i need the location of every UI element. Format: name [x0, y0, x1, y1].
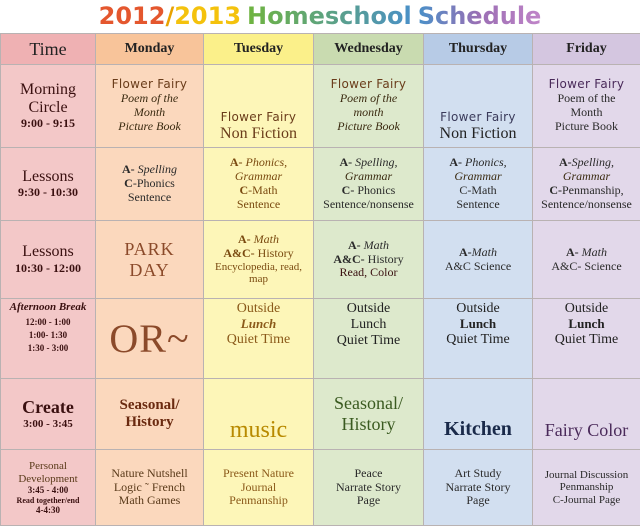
cell-thursday-afternoon: [424, 299, 533, 379]
cell-thursday-create: [424, 379, 533, 450]
activity: C-Math: [426, 184, 530, 198]
activity: -Phonics: [133, 176, 175, 190]
activity: Poem of the: [535, 92, 638, 106]
activity: Peace: [316, 467, 421, 481]
activity: Math: [472, 245, 497, 259]
time-afternoon-break: [1, 299, 96, 379]
time-label: Lessons: [3, 243, 93, 261]
activity: History: [316, 414, 421, 435]
activity: Poem of the: [316, 92, 421, 106]
cell-monday-morning: [96, 65, 204, 148]
activity: PARK: [98, 239, 201, 260]
header-time: Time: [1, 34, 96, 65]
title-year-start: 2012: [99, 2, 166, 30]
activity: month: [316, 106, 421, 120]
cell-tuesday-lessons-2: [204, 221, 314, 299]
activity: Math: [251, 232, 279, 246]
time-range: 3:00 - 3:45: [3, 418, 93, 431]
activity: Phonics,: [462, 155, 507, 169]
header-friday: Friday: [533, 34, 640, 65]
activity: music: [206, 417, 311, 445]
time-range: 9:00 - 9:15: [3, 117, 93, 131]
activity: Nature Nutshell: [98, 467, 201, 481]
track-prefix: A-: [459, 245, 472, 259]
activity: Sentence: [426, 198, 530, 212]
activity: map: [206, 273, 311, 286]
activity: Outside: [535, 301, 638, 317]
activity: Spelling,: [352, 155, 397, 169]
time-label: Create: [3, 397, 93, 418]
time-create: [1, 379, 96, 450]
activity: Penmanship: [206, 494, 311, 508]
cell-thursday-lessons-2: [424, 221, 533, 299]
cell-friday-morning: [533, 65, 640, 148]
activity: Grammar: [535, 170, 638, 184]
cell-friday-create: [533, 379, 640, 450]
activity: Art Study: [426, 467, 530, 481]
activity: Flower Fairy: [426, 111, 530, 125]
activity: Penmanship: [535, 481, 638, 494]
activity: Quiet Time: [206, 332, 311, 348]
track-prefix: A&C-: [333, 252, 364, 266]
activity: History: [365, 252, 404, 266]
row-morning-circle: [1, 65, 640, 148]
activity: Fairy Color: [535, 420, 638, 441]
track-prefix: C: [124, 176, 133, 190]
activity: Encyclopedia, read,: [206, 261, 311, 274]
cell-thursday-morning: [424, 65, 533, 148]
time-note: Read together/end: [3, 496, 93, 505]
time-label: Morning: [3, 81, 93, 99]
header-tuesday: Tuesday: [204, 34, 314, 65]
activity: Narrate Story: [426, 481, 530, 495]
activity: Present Nature: [206, 467, 311, 481]
header-row: [1, 34, 640, 65]
activity: -Math: [248, 183, 277, 197]
cell-wednesday-afternoon: [314, 299, 424, 379]
activity: Flower Fairy: [535, 78, 638, 92]
activity: Grammar: [426, 170, 530, 184]
activity: Poem of the: [98, 92, 201, 106]
activity: Math: [361, 238, 389, 252]
title-word-homeschool: Homeschool: [247, 2, 412, 30]
time-label: Lessons: [3, 168, 93, 186]
activity: Phonics: [354, 183, 395, 197]
activity: Month: [98, 106, 201, 120]
time-range: 4-4:30: [3, 505, 93, 515]
cell-tuesday-lessons-1: [204, 148, 314, 221]
activity: A&C Science: [426, 260, 530, 274]
activity: Journal Discussion: [535, 469, 638, 482]
cell-wednesday-lessons-2: [314, 221, 424, 299]
row-afternoon-break: [1, 299, 640, 379]
title-year-end: 2013: [174, 2, 241, 30]
activity: DAY: [98, 260, 201, 281]
title-word-schedule: Schedule: [418, 2, 542, 30]
time-range: 9:30 - 10:30: [3, 186, 93, 200]
cell-thursday-personal: [424, 450, 533, 526]
cell-tuesday-afternoon: [204, 299, 314, 379]
cell-wednesday-create: [314, 379, 424, 450]
time-lessons-2: [1, 221, 96, 299]
activity: Seasonal/: [98, 397, 201, 414]
cell-monday-personal: [96, 450, 204, 526]
activity: Sentence/nonsense: [316, 198, 421, 212]
cell-tuesday-personal: [204, 450, 314, 526]
track-prefix: C-: [342, 183, 355, 197]
title-slash: /: [165, 2, 174, 30]
header-thursday: Thursday: [424, 34, 533, 65]
cell-monday-create: [96, 379, 204, 450]
header-monday: Monday: [96, 34, 204, 65]
activity: Lunch: [316, 317, 421, 333]
activity: Lunch: [206, 317, 311, 332]
activity: Logic ˜ French: [98, 481, 201, 495]
cell-friday-personal: [533, 450, 640, 526]
cell-wednesday-morning: [314, 65, 424, 148]
activity: Month: [535, 106, 638, 120]
cell-tuesday-morning: [204, 65, 314, 148]
track-prefix: A-: [348, 238, 361, 252]
activity: History: [98, 414, 201, 431]
track-prefix: A&C-: [223, 246, 254, 260]
activity: Quiet Time: [426, 332, 530, 348]
activity: Non Fiction: [426, 125, 530, 143]
activity: Sentence: [206, 198, 311, 212]
activity: Lunch: [426, 317, 530, 332]
track-prefix: A-: [230, 155, 243, 169]
activity: Read, Color: [316, 266, 421, 280]
cell-monday-afternoon: [96, 299, 204, 379]
activity: Spelling,: [572, 155, 614, 169]
activity: Spelling: [135, 162, 177, 176]
activity: Flower Fairy: [98, 78, 201, 92]
time-lessons-1: [1, 148, 96, 221]
page-title: [0, 0, 640, 32]
row-create: [1, 379, 640, 450]
cell-wednesday-lessons-1: [314, 148, 424, 221]
activity: A&C- Science: [535, 260, 638, 274]
time-label: Afternoon Break: [3, 301, 93, 314]
activity: Sentence/nonsense: [535, 198, 638, 212]
activity: Narrate Story: [316, 481, 421, 495]
activity: Sentence: [98, 191, 201, 205]
activity: C-Journal Page: [535, 494, 638, 507]
track-prefix: A-: [340, 155, 353, 169]
activity: Non Fiction: [206, 125, 311, 143]
activity: Quiet Time: [535, 332, 638, 348]
activity: Picture Book: [535, 120, 638, 134]
track-prefix: C-: [549, 183, 562, 197]
time-personal-development: [1, 450, 96, 526]
time-range: 10:30 - 12:00: [3, 262, 93, 276]
track-prefix: A-: [559, 155, 572, 169]
cell-monday-lessons-2: [96, 221, 204, 299]
cell-wednesday-personal: [314, 450, 424, 526]
activity: Page: [316, 494, 421, 508]
header-wednesday: Wednesday: [314, 34, 424, 65]
track-prefix: A-: [566, 245, 579, 259]
cell-monday-lessons-1: [96, 148, 204, 221]
activity: Flower Fairy: [206, 111, 311, 125]
time-range: 3:45 - 4:00: [3, 485, 93, 495]
activity: History: [255, 246, 294, 260]
activity: Outside: [426, 301, 530, 317]
row-lessons-2: [1, 221, 640, 299]
track-prefix: A-: [449, 155, 462, 169]
cell-friday-lessons-1: [533, 148, 640, 221]
track-prefix: A-: [238, 232, 251, 246]
activity: Flower Fairy: [316, 78, 421, 92]
track-prefix: C: [240, 183, 249, 197]
time-label: Circle: [3, 99, 93, 117]
row-lessons-1: [1, 148, 640, 221]
time-range: 12:00 - 1:00: [3, 317, 93, 327]
cell-tuesday-create: [204, 379, 314, 450]
activity: Lunch: [535, 317, 638, 332]
schedule-table: [0, 33, 640, 526]
activity: Math Games: [98, 494, 201, 508]
time-range: 1:00- 1:30: [3, 330, 93, 340]
activity: Picture Book: [316, 120, 421, 134]
cell-thursday-lessons-1: [424, 148, 533, 221]
activity: Page: [426, 494, 530, 508]
activity: OR~: [98, 316, 201, 362]
cell-friday-lessons-2: [533, 221, 640, 299]
activity: Journal: [206, 481, 311, 495]
activity: Quiet Time: [316, 333, 421, 349]
activity: Outside: [316, 301, 421, 317]
activity: Kitchen: [426, 418, 530, 441]
activity: Penmanship,: [562, 183, 624, 197]
activity: Math: [579, 245, 607, 259]
activity: Grammar: [316, 170, 421, 184]
activity: Grammar: [206, 170, 311, 184]
activity: Phonics,: [243, 155, 288, 169]
time-range: 1:30 - 3:00: [3, 343, 93, 353]
activity: Seasonal/: [316, 393, 421, 414]
time-morning-circle: [1, 65, 96, 148]
activity: Outside: [206, 301, 311, 317]
cell-friday-afternoon: [533, 299, 640, 379]
row-personal-development: [1, 450, 640, 526]
time-label: Personal: [3, 460, 93, 473]
track-prefix: A-: [122, 162, 135, 176]
activity: Picture Book: [98, 120, 201, 134]
time-label: Development: [3, 473, 93, 486]
